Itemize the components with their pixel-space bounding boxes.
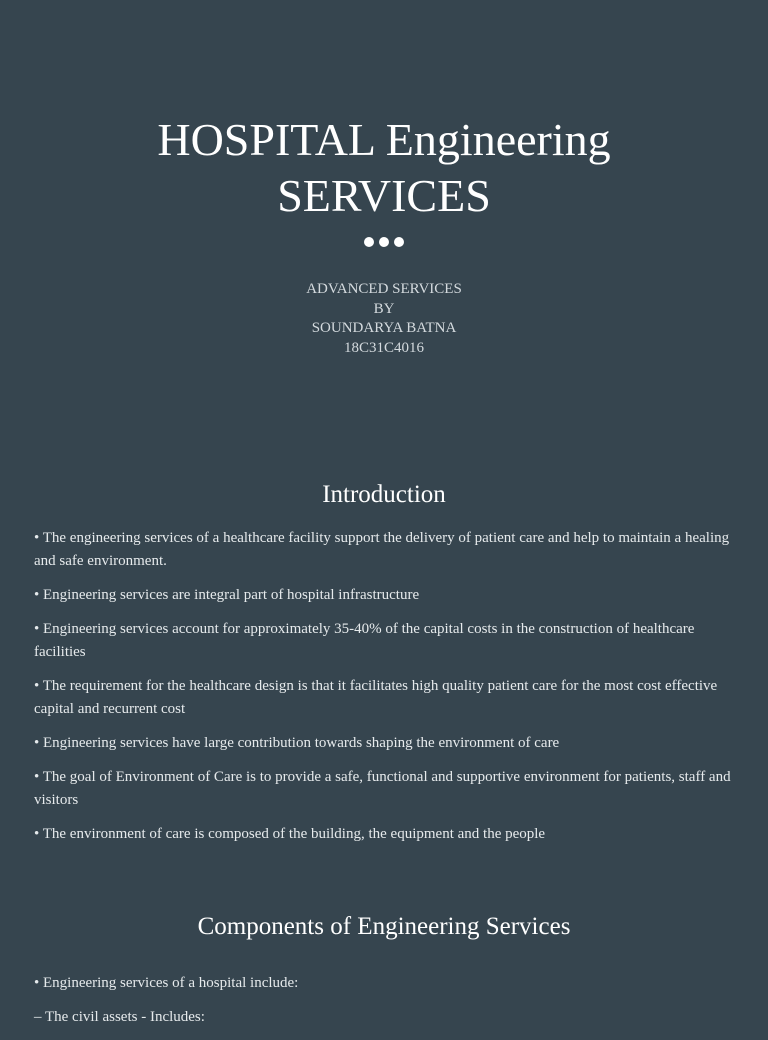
list-item: • Engineering services of a hospital include: bbox=[34, 975, 299, 991]
title-line-1: HOSPITAL Engineering bbox=[157, 114, 611, 165]
list-item: • The goal of Environment of Care is to provide a safe, functional and supportive environment for patients, staff and visitors bbox=[34, 769, 731, 808]
list-item: • The environment of care is composed of the building, the equipment and the people bbox=[34, 826, 546, 842]
components-heading: Components of Engineering Services bbox=[197, 913, 571, 940]
dot-icon bbox=[394, 237, 404, 247]
subtitle-block bbox=[0, 280, 768, 358]
subtitle-line: 18C31C4016 bbox=[343, 339, 424, 356]
title-line-2: SERVICES bbox=[277, 170, 491, 221]
title-slide bbox=[0, 0, 768, 420]
introduction-heading: Introduction bbox=[322, 481, 446, 508]
list-item: • The requirement for the healthcare design is that it facilitates high quality patient care for the most cost effective capital and recurrent cost bbox=[34, 678, 718, 717]
dot-icon bbox=[364, 237, 374, 247]
subtitle-line: BY bbox=[373, 300, 395, 317]
list-item: • The engineering services of a healthcare facility support the delivery of patient care and help to maintain a healing and safe environment. bbox=[34, 530, 730, 569]
introduction-bullet-list bbox=[34, 527, 734, 857]
dot-icon bbox=[379, 237, 389, 247]
subtitle-line: ADVANCED SERVICES bbox=[306, 281, 462, 297]
subtitle-line: SOUNDARYA BATNA bbox=[311, 320, 457, 336]
list-item: • Engineering services account for approximately 35-40% of the capital costs in the construction of healthcare facilities bbox=[34, 621, 695, 660]
list-item: • Engineering services are integral part of hospital infrastructure bbox=[34, 587, 420, 603]
list-item: – The civil assets - Includes: bbox=[34, 1009, 205, 1025]
decorative-dots bbox=[0, 237, 768, 247]
list-item: • Engineering services have large contribution towards shaping the environment of care bbox=[34, 735, 560, 751]
components-bullet-list bbox=[34, 972, 734, 1040]
presentation-title bbox=[0, 112, 768, 224]
